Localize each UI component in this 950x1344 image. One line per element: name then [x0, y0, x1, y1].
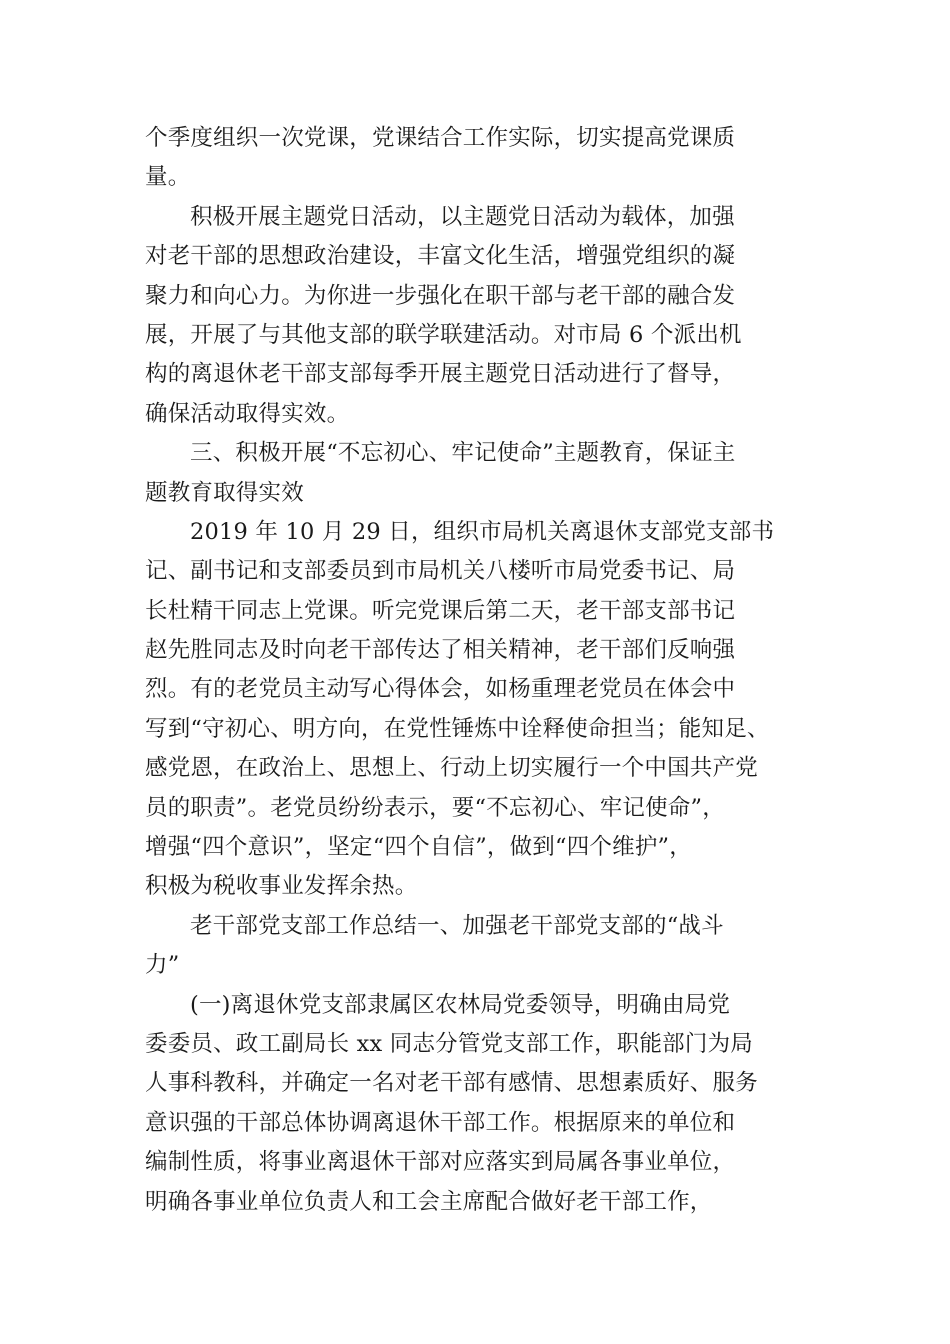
text-line: 烈。有的老党员主动写心得体会，如杨重理老党员在体会中	[145, 676, 736, 703]
text-line: 2019 年 10 月 29 日，组织市局机关离退休支部党支部书	[190, 518, 775, 545]
text-line: 人事科教科，并确定一名对老干部有感情、思想素质好、服务	[145, 1070, 758, 1097]
text-line: 感党恩，在政治上、思想上、行动上切实履行一个中国共产党	[145, 755, 758, 782]
text-line: 增强“四个意识”，坚定“四个自信”，做到“四个维护”，	[145, 834, 692, 861]
text-line: 积极开展主题党日活动，以主题党日活动为载体，加强	[190, 203, 735, 230]
text-line: 写到“守初心、明方向，在党性锤炼中诠释使命担当；能知足、	[145, 715, 770, 742]
text-line: 对老干部的思想政治建设，丰富文化生活，增强党组织的凝	[145, 243, 736, 270]
text-line: 力”	[145, 952, 180, 979]
text-line: 编制性质，将事业离退休干部对应落实到局属各事业单位，	[145, 1149, 736, 1176]
text-line: 展，开展了与其他支部的联学联建活动。对市局 6 个派出机	[145, 321, 742, 348]
text-line: 确保活动取得实效。	[145, 400, 350, 427]
text-line: 长杜精干同志上党课。听完党课后第二天，老干部支部书记	[145, 597, 736, 624]
document-body	[145, 119, 815, 1222]
text-line: (一)离退休党支部隶属区农林局党委领导，明确由局党	[190, 991, 731, 1018]
text-line: 委委员、政工副局长 xx 同志分管党支部工作，职能部门为局	[145, 1030, 753, 1057]
text-line: 赵先胜同志及时向老干部传达了相关精神，老干部们反响强	[145, 637, 736, 664]
text-line: 老干部党支部工作总结一、加强老干部党支部的“战斗	[190, 912, 724, 939]
text-line: 明确各事业单位负责人和工会主席配合做好老干部工作，	[145, 1188, 713, 1215]
text-line: 构的离退休老干部支部每季开展主题党日活动进行了督导，	[145, 361, 736, 388]
text-line: 聚力和向心力。为你进一步强化在职干部与老干部的融合发	[145, 282, 736, 309]
text-line: 个季度组织一次党课，党课结合工作实际，切实提高党课质	[145, 125, 736, 151]
text-line: 积极为税收事业发挥余热。	[145, 873, 418, 900]
text-line: 记、副书记和支部委员到市局机关八楼听市局党委书记、局	[145, 558, 736, 585]
text-line: 题教育取得实效	[145, 479, 304, 506]
text-line: 三、积极开展“不忘初心、牢记使命”主题教育，保证主	[190, 440, 736, 467]
text-line: 员的职责”。老党员纷纷表示，要“不忘初心、牢记使命”，	[145, 794, 725, 821]
text-line: 意识强的干部总体协调离退休干部工作。根据原来的单位和	[145, 1109, 736, 1136]
text-line: 量。	[145, 164, 191, 191]
